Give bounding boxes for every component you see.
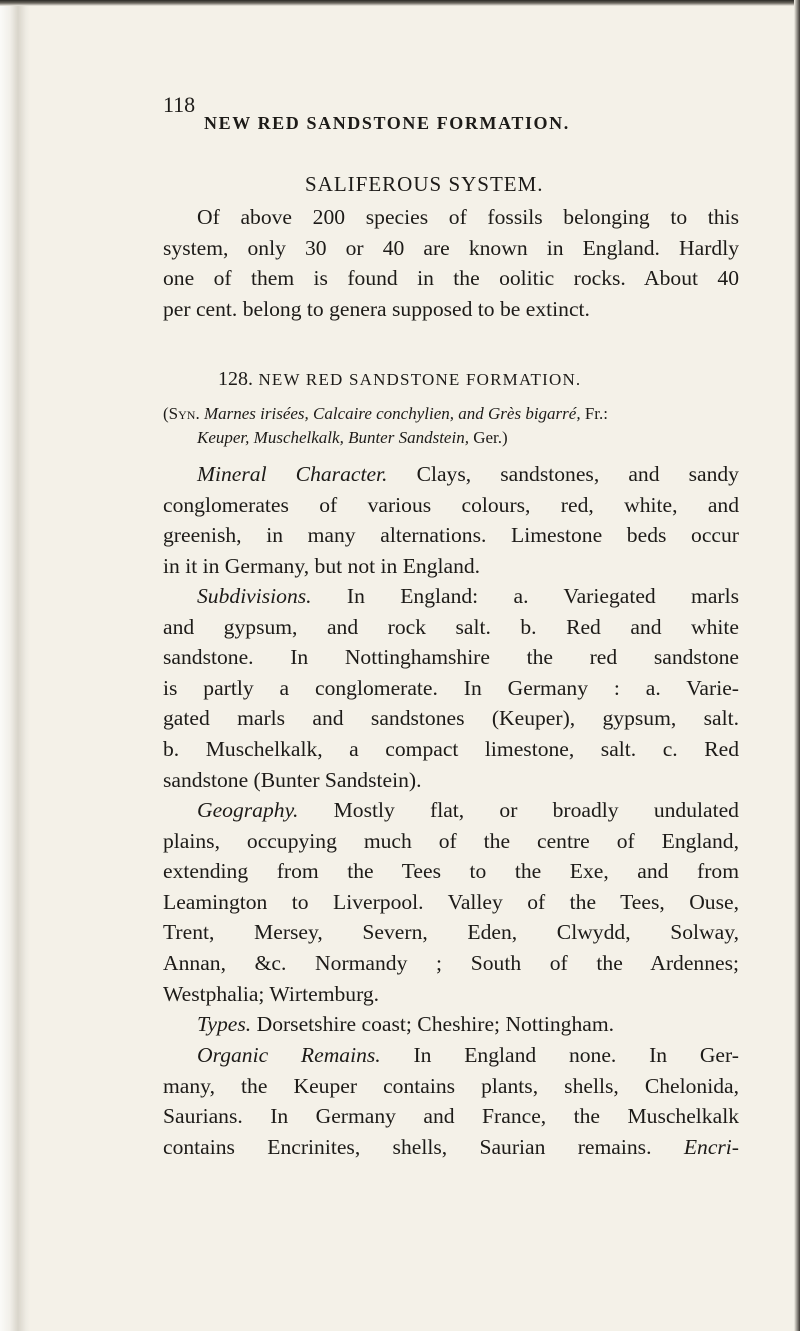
text-line (163, 581, 739, 612)
subdivisions-paragraph (163, 581, 739, 795)
synonyms-german: Keuper, Muschelkalk, Bunter Sandstein, (197, 428, 469, 447)
types-paragraph (163, 1009, 739, 1040)
text-line: b. Muschelkalk, a compact limestone, salt. c. Red (163, 736, 739, 761)
text-line: Annan, &c. Normandy ; South of the Ardennes; (163, 950, 739, 975)
text-line: plains, occupying much of the centre of England, (163, 828, 739, 853)
text-line: conglomerates of various colours, red, white, and (163, 492, 739, 517)
paragraph-label: Geography. (197, 798, 299, 822)
text-line: gated marls and sandstones (Keuper), gypsum, salt. (163, 706, 739, 731)
text-line: and gypsum, and rock salt. b. Red and white (163, 614, 739, 639)
synonyms-open: (Syn. (163, 404, 200, 423)
text-run: contains Encrinites, shells, Saurian remains. (163, 1134, 652, 1159)
section-number: 128. (218, 368, 253, 390)
text-line: Westphalia; Wirtemburg. (163, 981, 380, 1006)
section-title: NEW RED SANDSTONE FORMATION. (258, 370, 582, 389)
text-line: sandstone (Bunter Sandstein). (163, 767, 422, 792)
text-line: per cent. belong to genera supposed to be extinct. (163, 296, 590, 321)
text-line: Of above 200 species of fossils belonging to this (197, 205, 739, 229)
section-heading (218, 368, 581, 391)
text-line: greenish, in many alternations. Limestone beds occur (163, 523, 739, 548)
synonyms-german-label: Ger.) (473, 428, 508, 447)
paragraph-label: Types. (197, 1012, 252, 1036)
mineral-character-paragraph (163, 459, 739, 581)
text-line: Leamington to Liverpool. Valley of the Tees, Ouse, (163, 889, 739, 914)
saliferous-title: SALIFEROUS SYSTEM. (305, 172, 544, 196)
text-line: in it in Germany, but not in England. (163, 553, 481, 578)
synonyms-line-2 (163, 426, 739, 450)
text-line (163, 459, 739, 490)
text-line: is partly a conglomerate. In Germany : a. Varie- (163, 675, 739, 700)
paragraph-label: Subdivisions. (197, 584, 312, 608)
organic-remains-paragraph (163, 1040, 739, 1162)
text-line: extending from the Tees to the Exe, and from (163, 859, 739, 884)
text-run: Clays, sandstones, and sandy (416, 462, 739, 486)
synonyms-french: Marnes irisées, Calcaire conchylien, and Grès bigarré, (203, 404, 581, 423)
text-line: Trent, Mersey, Severn, Eden, Clwydd, Solway, (163, 920, 739, 945)
text-line: Saurians. In Germany and France, the Muschelkalk (163, 1104, 739, 1129)
text-line (163, 1009, 739, 1040)
synonyms-french-label: Fr.: (584, 404, 608, 423)
saliferous-paragraph (163, 202, 739, 324)
text-run: In England: a. Variegated marls (346, 584, 739, 608)
text-line (163, 1040, 739, 1071)
paragraph-label: Organic Remains. (197, 1043, 381, 1067)
running-head: NEW RED SANDSTONE FORMATION. (204, 113, 570, 133)
text-line: sandstone. In Nottinghamshire the red sandstone (163, 645, 739, 670)
synonyms-block (163, 402, 739, 450)
text-line: one of them is found in the oolitic rocks. About 40 (163, 266, 739, 291)
text-line (163, 795, 739, 826)
text-run: In England none. In Ger- (413, 1043, 739, 1067)
geography-paragraph (163, 795, 739, 1009)
text-run: Dorsetshire coast; Cheshire; Nottingham. (256, 1012, 615, 1036)
trailing-word: Encri- (683, 1134, 739, 1159)
text-run: Mostly flat, or broadly undulated (333, 798, 739, 822)
text-line: many, the Keuper contains plants, shells, Chelonida, (163, 1073, 739, 1098)
paragraph-label: Mineral Character. (197, 462, 388, 486)
page-number: 118 (163, 92, 196, 117)
text-line: system, only 30 or 40 are known in England. Hardly (163, 235, 739, 260)
text-line (163, 1132, 739, 1163)
